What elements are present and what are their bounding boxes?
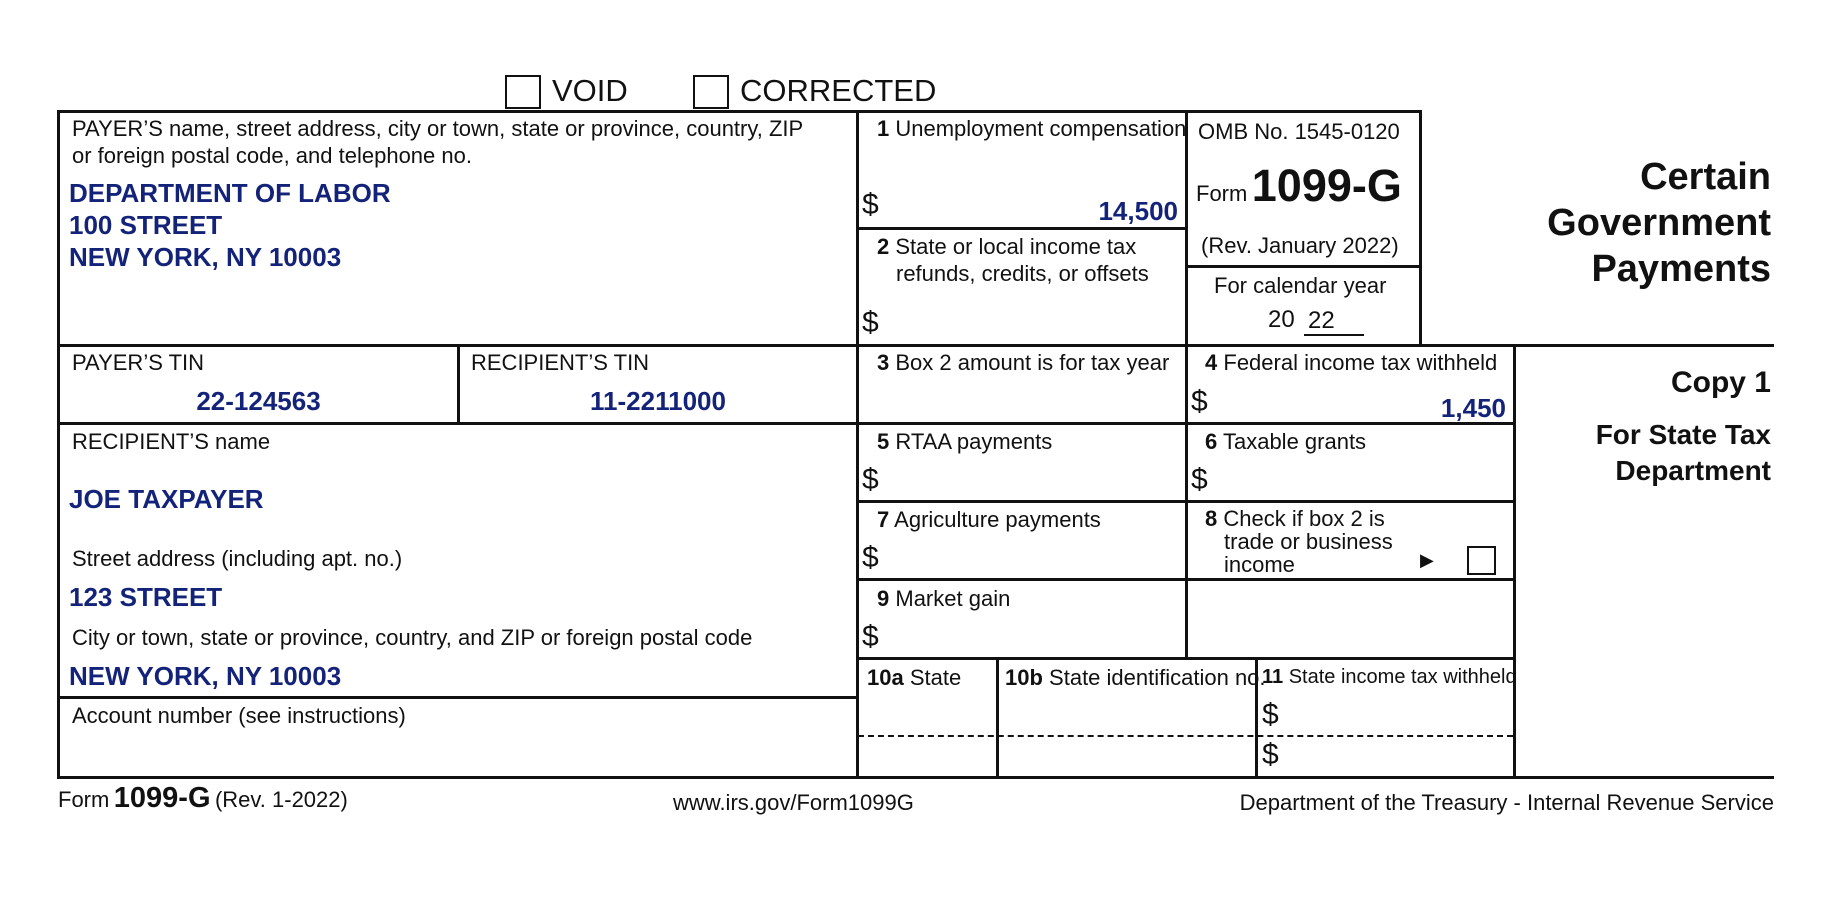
omb-right-border xyxy=(1419,110,1422,347)
box3-number: 3 xyxy=(877,350,890,375)
payer-name: DEPARTMENT OF LABOR xyxy=(69,178,391,208)
account-number-label: Account number (see instructions) xyxy=(72,703,406,728)
box8-text-line1: Check if box 2 is xyxy=(1223,506,1385,531)
omb-form-word: Form xyxy=(1196,181,1248,206)
recipient-tin-value: 11-2211000 xyxy=(590,386,726,416)
box10a-label xyxy=(867,665,961,690)
recipient-city-label: City or town, state or province, country, and ZIP or foreign postal code xyxy=(72,625,753,650)
side-divider xyxy=(1513,345,1516,779)
box2-label xyxy=(877,234,1136,259)
void-checkbox[interactable] xyxy=(505,75,541,109)
recipient-tin-label: RECIPIENT’S TIN xyxy=(471,350,650,375)
box2-dollar-sign: $ xyxy=(862,306,879,339)
form-bottom-border xyxy=(57,776,1774,779)
box1-number: 1 xyxy=(877,116,890,141)
copy-number: Copy 1 xyxy=(1670,366,1771,399)
box10a-number: 10a xyxy=(867,665,904,690)
row-line-box5 xyxy=(856,500,1515,503)
footer-department: Department of the Treasury - Internal Revenue Service xyxy=(1239,790,1774,815)
box5-text: RTAA payments xyxy=(895,429,1053,454)
box11-dollar-sign-2: $ xyxy=(1262,738,1279,771)
box2-number: 2 xyxy=(877,234,890,259)
omb-form-name: 1099-G xyxy=(1251,160,1402,211)
footer-form-word: Form xyxy=(58,787,110,812)
calendar-year-suffix[interactable]: 22 xyxy=(1304,307,1364,336)
corrected-checkbox[interactable] xyxy=(693,75,729,109)
box1-label xyxy=(877,116,1186,141)
box8-number: 8 xyxy=(1205,506,1218,531)
row-line-box9 xyxy=(856,657,1515,660)
recipient-city: NEW YORK, NY 10003 xyxy=(69,661,342,691)
copy-for-line2: Department xyxy=(1615,455,1771,486)
recipient-name-label: RECIPIENT’S name xyxy=(72,429,271,454)
box6-dollar-sign: $ xyxy=(1191,463,1208,496)
box7-dollar-sign: $ xyxy=(862,541,879,574)
omb-number: OMB No. 1545-0120 xyxy=(1198,119,1400,144)
payer-street: 100 STREET xyxy=(69,210,223,240)
row-line-name xyxy=(57,422,1515,425)
box8-checkbox[interactable] xyxy=(1467,546,1496,575)
row-line-box7 xyxy=(856,578,1515,581)
payer-tin-value: 22-124563 xyxy=(196,386,321,416)
box7-label xyxy=(877,507,1101,532)
void-label: VOID xyxy=(552,73,628,108)
box9-label xyxy=(877,586,1010,611)
row-line-box1 xyxy=(856,227,1187,230)
box3-label xyxy=(877,350,1169,375)
box3-text: Box 2 amount is for tax year xyxy=(895,350,1170,375)
copy-for-line1: For State Tax xyxy=(1595,419,1771,450)
footer-form-rev: (Rev. 1-2022) xyxy=(214,787,348,812)
form-title-line3: Payments xyxy=(1591,248,1771,290)
box9-text: Market gain xyxy=(895,586,1011,611)
footer-form-name: 1099-G xyxy=(113,782,211,814)
box10b-number: 10b xyxy=(1005,665,1043,690)
box5-number: 5 xyxy=(877,429,890,454)
box8-text-line3: income xyxy=(1224,552,1295,577)
row-line-tin xyxy=(57,344,1774,347)
payer-city: NEW YORK, NY 10003 xyxy=(69,242,342,272)
form-left-border xyxy=(57,110,60,779)
box8-label xyxy=(1205,507,1385,530)
box8-text-line2: trade or business xyxy=(1224,529,1393,554)
box7-number: 7 xyxy=(877,507,890,532)
payer-label-line2: or foreign postal code, and telephone no. xyxy=(72,143,472,168)
corrected-label: CORRECTED xyxy=(740,73,937,108)
box5-label xyxy=(877,429,1052,454)
box6-number: 6 xyxy=(1205,429,1218,454)
box1-value[interactable]: 14,500 xyxy=(1098,196,1178,226)
box11-dollar-sign-1: $ xyxy=(1262,698,1279,731)
row-line-omb-rev xyxy=(1185,265,1421,268)
box8-arrow-icon: ▶ xyxy=(1420,550,1434,570)
box9-dollar-sign: $ xyxy=(862,620,879,653)
footer-url[interactable]: www.irs.gov/Form1099G xyxy=(673,790,914,815)
omb-form-title xyxy=(1196,160,1402,212)
box6-text: Taxable grants xyxy=(1222,429,1367,454)
box11-text: State income tax withheld xyxy=(1288,666,1517,688)
box9-number: 9 xyxy=(877,586,890,611)
box1-text: Unemployment compensation xyxy=(895,116,1187,141)
box5-dollar-sign: $ xyxy=(862,463,879,496)
box10a-text: State xyxy=(909,665,962,690)
col-divider-center xyxy=(856,110,859,779)
payer-tin-label: PAYER’S TIN xyxy=(72,350,205,375)
calendar-year-label: For calendar year xyxy=(1214,273,1387,298)
box2-text-line2: refunds, credits, or offsets xyxy=(896,261,1149,286)
box2-text-line1: State or local income tax xyxy=(895,234,1137,259)
recipient-street-label: Street address (including apt. no.) xyxy=(72,546,403,571)
box11-label xyxy=(1262,665,1517,690)
box4-value[interactable]: 1,450 xyxy=(1440,393,1506,423)
form-title-line2: Government xyxy=(1547,202,1771,244)
recipient-street: 123 STREET xyxy=(69,582,223,612)
box6-label xyxy=(1205,429,1366,454)
box4-dollar-sign: $ xyxy=(1191,385,1208,418)
box7-text: Agriculture payments xyxy=(894,507,1101,532)
box4-text: Federal income tax withheld xyxy=(1223,350,1498,375)
recipient-name: JOE TAXPAYER xyxy=(69,484,264,514)
box1-dollar-sign: $ xyxy=(862,188,879,221)
box10b-text: State identification no. xyxy=(1049,665,1266,690)
form-title-line1: Certain xyxy=(1640,156,1771,198)
box11-number: 11 xyxy=(1262,666,1284,688)
form-top-border xyxy=(57,110,1421,113)
state-dashed-line xyxy=(858,735,1513,737)
state-divider-1 xyxy=(996,659,999,779)
omb-revision: (Rev. January 2022) xyxy=(1201,233,1399,258)
footer-form-title xyxy=(58,782,348,815)
col-divider-right xyxy=(1185,110,1188,659)
box10b-label xyxy=(1005,665,1266,690)
box4-label xyxy=(1205,350,1497,375)
row-line-account xyxy=(57,696,858,699)
payer-label-line1: PAYER’S name, street address, city or town, state or province, country, ZIP xyxy=(72,116,804,141)
calendar-year-prefix: 20 xyxy=(1268,306,1295,333)
box4-number: 4 xyxy=(1205,350,1218,375)
